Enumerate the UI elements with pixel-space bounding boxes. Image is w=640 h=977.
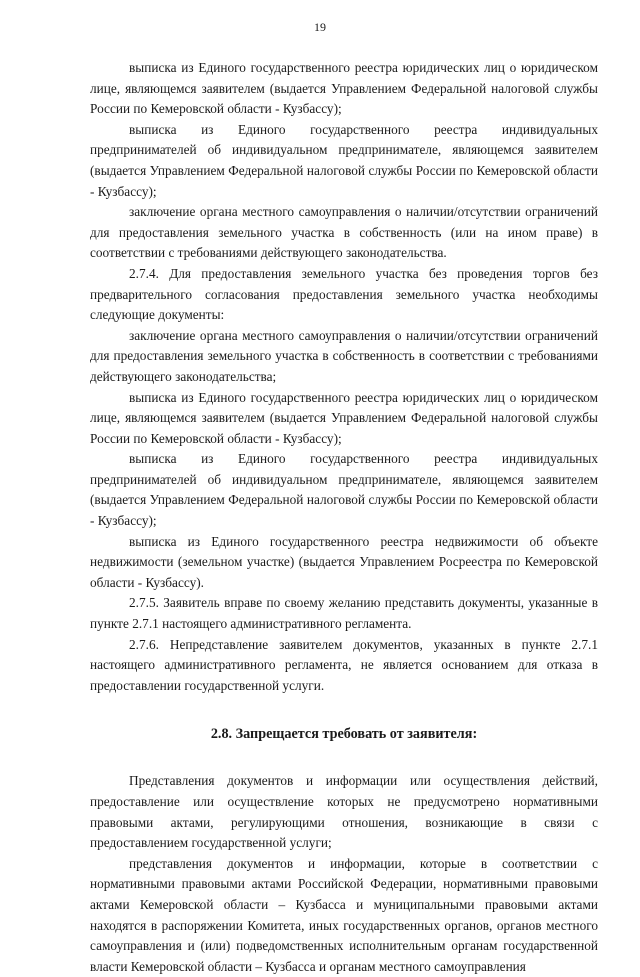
paragraph-prohibition-2: представления документов и информации, которые в соответствии с нормативными правовыми актами Российской Федерации, нормативными правовыми актами Кемеровской области – Кузбасса и муниципальными правовыми актами находятся в распоряжении Комитета, иных государственных органов, органов местного самоуправления и (или) подведомственных исполнительным органам государственной власти Кемеровской области – Кузбасса и органам местного самоуправления [90, 855, 598, 974]
paragraph-extract-individual-entrepreneurs-2: выписка из Единого государственного реестра индивидуальных предпринимателей об индивидуальном предпринимателе, являющемся заявителем (выдается Управлением Федеральной налоговой службы России по Кемеровской области - Кузбассу); [90, 451, 598, 529]
page-number: 19 [314, 20, 326, 34]
paragraph-2-7-4: 2.7.4. Для предоставления земельного участка без проведения торгов без предварительного согласования предоставления земельного участка необходимы следующие документы: [90, 265, 598, 323]
paragraph-local-authority-conclusion-2: заключение органа местного самоуправления о наличии/отсутствии ограничений для предоставления земельного участка в собственность в соответствии с требованиями действующего законодательства; [90, 327, 598, 384]
paragraph-extract-legal-entities: выписка из Единого государственного реестра юридических лиц о юридическом лице, являющемся заявителем (выдается Управлением Федеральной налоговой службы России по Кемеровской области - Кузбассу); [90, 60, 598, 117]
paragraph-extract-individual-entrepreneurs: выписка из Единого государственного реестра индивидуальных предпринимателей об индивидуальном предпринимателе, являющемся заявителем (выдается Управлением Федеральной налоговой службы России по Кемеровской области - Кузбассу); [90, 121, 598, 199]
section-heading-2-8: 2.8. Запрещается требовать от заявителя: [210, 726, 478, 743]
paragraph-2-7-5: 2.7.5. Заявитель вправе по своему желанию представить документы, указанные в пункте 2.7.1 настоящего административного регламента. [90, 595, 598, 632]
paragraph-prohibition-1: Представления документов и информации или осуществления действий, предоставление или осуществление которых не предусмотрено нормативными правовыми актами, регулирующими отношения, возникающие в связи с предоставлением государственной услуги; [90, 773, 598, 851]
paragraph-extract-legal-entities-2: выписка из Единого государственного реестра юридических лиц о юридическом лице, являющемся заявителем (выдается Управлением Федеральной налоговой службы России по Кемеровской области - Кузбассу); [90, 389, 598, 446]
paragraph-2-7-6: 2.7.6. Непредставление заявителем документов, указанных в пункте 2.7.1 настоящего административного регламента, не является основанием для отказа в предоставлении государственной услуги. [90, 636, 598, 693]
paragraph-extract-real-estate: выписка из Единого государственного реестра недвижимости об объекте недвижимости (земельном участке) (выдается Управлением Росреестра по Кемеровской области - Кузбассу). [90, 533, 598, 590]
paragraph-local-authority-conclusion: заключение органа местного самоуправления о наличии/отсутствии ограничений для предоставления земельного участка в собственность (или на ином праве) в соответствии с требованиями действующего законодательства. [90, 204, 598, 261]
document-body [90, 58, 598, 977]
